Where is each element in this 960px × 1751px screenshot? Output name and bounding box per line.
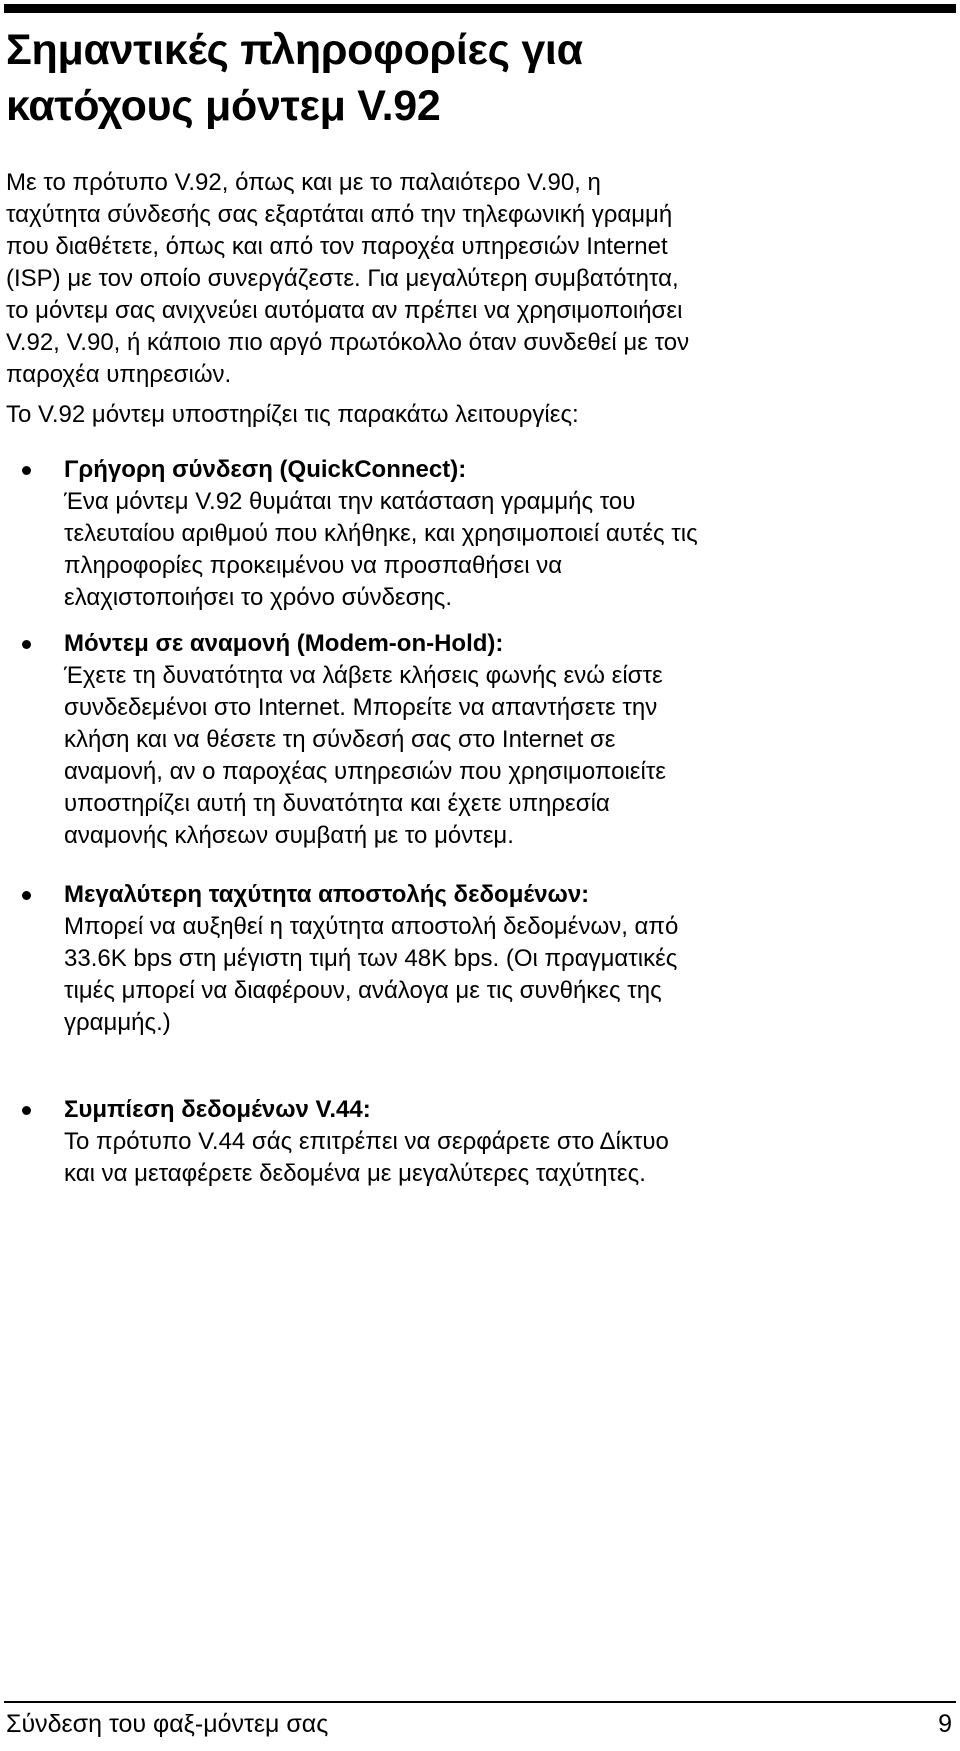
title-line: κατόχους μόντεμ V.92 [6,82,441,130]
text-line: πληροφορίες προκειμένου να προσπαθήσει να [64,552,563,579]
text-line: γραμμής.) [64,1009,171,1036]
text-line: τελευταίου αριθμού που κλήθηκε, και χρησιμοποιεί αυτές τις [64,520,698,547]
text-line: που διαθέτετε, όπως και από τον παροχέα υπηρεσιών Internet [6,233,668,260]
text-line: παροχέα υπηρεσιών. [6,361,232,388]
text-line: συνδεδεμένοι στο Internet. Μπορείτε να απαντήσετε την [64,694,658,721]
bullet-icon [22,466,31,475]
text-line: 33.6K bps στη μέγιστη τιμή των 48K bps. (Οι πραγματικές [64,945,678,972]
feature-heading: Μεγαλύτερη ταχύτητα αποστολής δεδομένων: [64,881,590,908]
text-line: ελαχιστοποιήσει το χρόνο σύνδεσης. [64,584,453,611]
text-line: Έχετε τη δυνατότητα να λάβετε κλήσεις φωνής ενώ είστε [64,662,663,689]
intro-paragraph [6,167,689,391]
text-line: Μπορεί να αυξηθεί η ταχύτητα αποστολή δεδομένων, από [64,913,679,940]
text-line: (ISP) με τον οποίο συνεργάζεστε. Για μεγαλύτερη συμβατότητα, [6,265,679,292]
text-line: αναμονής κλήσεων συμβατή με το μόντεμ. [64,822,514,849]
page-number: 9 [938,1710,952,1738]
page-title [6,22,583,134]
text-line: τιμές μπορεί να διαφέρουν, ανάλογα με τις συνθήκες της [64,977,662,1004]
text-line: το μόντεμ σας ανιχνεύει αυτόματα αν πρέπει να χρησιμοποιήσει [6,297,683,324]
text-line: Με το πρότυπο V.92, όπως και με το παλαιότερο V.90, η [6,169,601,196]
features-intro: Το V.92 μόντεμ υποστηρίζει τις παρακάτω λειτουργίες: [6,401,579,428]
text-line: Ένα μόντεμ V.92 θυμάται την κατάσταση γραμμής του [64,488,636,515]
feature-heading: Μόντεμ σε αναμονή (Modem-on-Hold): [64,630,504,657]
text-line: αναμονή, αν ο παροχέας υπηρεσιών που χρησιμοποιείτε [64,758,667,785]
feature-heading: Συμπίεση δεδομένων V.44: [64,1096,371,1123]
text-line: κλήση και να θέσετε τη σύνδεσή σας στο Internet σε [64,726,616,753]
title-line: Σημαντικές πληροφορίες για [6,26,583,74]
text-line: V.92, V.90, ή κάποιο πιο αργό πρωτόκολλο όταν συνδεθεί με τον [6,329,690,356]
feature-heading: Γρήγορη σύνδεση (QuickConnect): [64,456,467,483]
bullet-icon [22,891,31,900]
text-line: υποστηρίζει αυτή τη δυνατότητα και έχετε υπηρεσία [64,790,610,817]
text-line: ταχύτητα σύνδεσής σας εξαρτάται από την τηλεφωνική γραμμή [6,201,673,228]
bullet-icon [22,640,31,649]
top-rule [4,4,956,13]
text-line: Το πρότυπο V.44 σάς επιτρέπει να σερφάρετε στο Δίκτυο [64,1128,669,1155]
bullet-icon [22,1106,31,1115]
text-line: και να μεταφέρετε δεδομένα με μεγαλύτερες ταχύτητες. [64,1160,646,1187]
footer-section-title: Σύνδεση του φαξ-μόντεμ σας [6,1710,329,1738]
footer-rule [4,1701,956,1703]
